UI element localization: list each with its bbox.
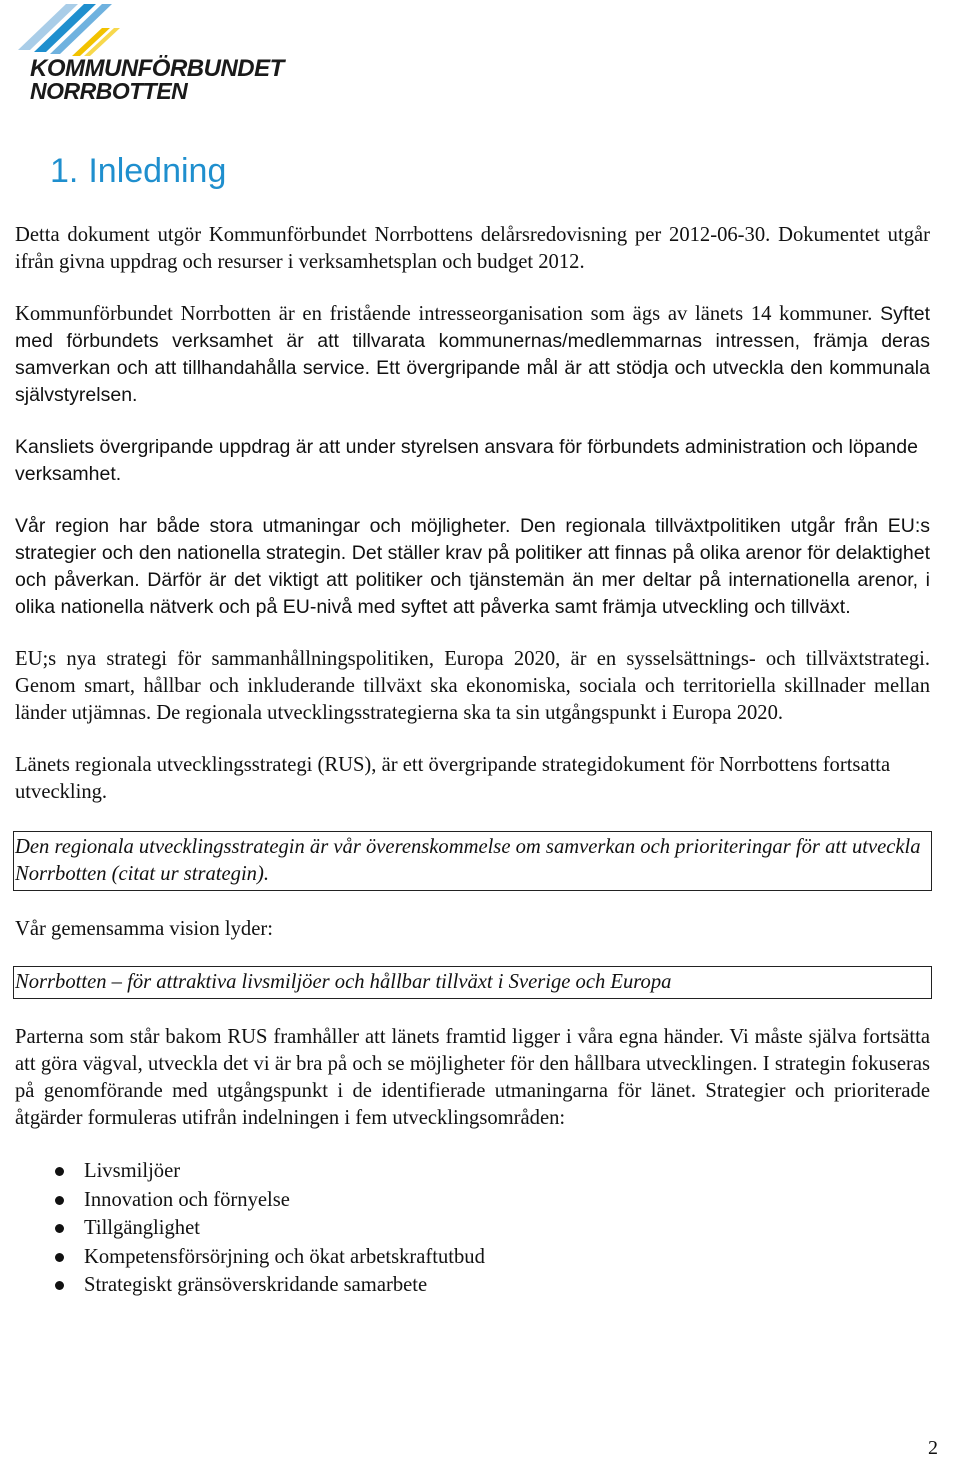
quote-box-strategy [13,831,932,891]
quote-vision-text: Norrbotten – för attraktiva livsmiljöer och hållbar tillväxt i Sverige och Europa [15,971,672,993]
bullet-icon [55,1281,64,1290]
bullet-icon [55,1196,64,1205]
list-item: Strategiskt gränsöverskridande samarbete [84,1271,930,1300]
page-number: 2 [928,1437,938,1459]
quote-box-vision [13,966,932,999]
section-title: Inledning [88,152,227,190]
paragraph-organisation-part1: Kommunförbundet Norrbotten är en fristående intresseorganisation som ägs av länets 14 kommuner. [15,303,873,325]
paragraph-organisation [15,301,930,409]
section-heading [50,152,226,191]
list-item: Kompetensförsörjning och ökat arbetskraftutbud [84,1243,930,1272]
paragraph-organisation-part3: Ett övergripande mål är att stödja och utveckla den kommunala självstyrelsen. [15,357,930,406]
paragraph-kansliet: Kansliets övergripande uppdrag är att under styrelsen ansvara för förbundets administration och löpande verksamhet. [15,436,918,485]
bullet-icon [55,1253,64,1262]
focus-areas-list [15,1157,930,1300]
section-number: 1. [50,152,79,190]
logo-line-2: NORRBOTTEN [30,78,188,104]
list-item: Innovation och förnyelse [84,1186,930,1215]
kommunforbundet-logo [14,2,284,104]
logo-wordmark [30,55,284,104]
bullet-icon [55,1224,64,1233]
body-content [15,222,930,1300]
paragraph-organisation-part2: Syftet med förbundets verksamhet är att tillvarata kommunernas/medlemmarnas intressen, främja deras samverkan och att tillhandahålla service. [15,303,930,379]
quote-strategy-text: Den regionala utvecklingsstrategin är vår överenskommelse om samverkan och prioriteringar för att utveckla Norrbotten (citat ur strategin). [15,836,921,885]
paragraph-vision-intro: Vår gemensamma vision lyder: [15,918,273,940]
paragraph-rus: Länets regionala utvecklingsstrategi (RUS), är ett övergripande strategidokument för Norrbottens fortsatta utveckling. [15,754,891,803]
logo-line-1: KOMMUNFÖRBUNDET [30,55,284,82]
paragraph-intro: Detta dokument utgör Kommunförbundet Norrbottens delårsredovisning per 2012-06-30. Dokumentet utgår ifrån givna uppdrag och resurser i verksamhetsplan och budget 2012. [15,224,930,273]
paragraph-eu-strategy: EU;s nya strategi för sammanhållningspolitiken, Europa 2020, är en sysselsättnings- och tillväxtstrategi. Genom smart, hållbar och inkluderande tillväxt ska ekonomiska, sociala och territoriella skillnader mellan länder utjämnas. De regionala utvecklingsstrategierna ska ta sin utgångspunkt i Europa 2020. [15,648,930,724]
paragraph-region: Vår region har både stora utmaningar och möjligheter. Den regionala tillväxtpolitiken utgår från EU:s strategier och den nationella strategin. Det ställer krav på politiker att finnas på olika arenor för delaktighet och påverkan. Därför är det viktigt att politiker och tjänstemän än mer deltar på internationella arenor, i olika nationella nätverk och på EU-nivå med syftet att påverka samt främja utveckling och tillväxt. [15,515,930,618]
list-item: Tillgänglighet [84,1214,930,1243]
list-item: Livsmiljöer [84,1157,930,1186]
paragraph-parties: Parterna som står bakom RUS framhåller att länets framtid ligger i våra egna händer. Vi måste själva fortsätta att göra vägval, utveckla det vi är bra på och se möjligheter för den hållbara utvecklingen. I strategin fokuseras på genomförande med utgångspunkt i de identifierade utmaningarna för länet. Strategier och prioriterade åtgärder formuleras utifrån indelningen i fem utvecklingsområden: [15,1026,930,1129]
bullet-icon [55,1167,64,1176]
logo-stripes-icon [14,2,264,62]
